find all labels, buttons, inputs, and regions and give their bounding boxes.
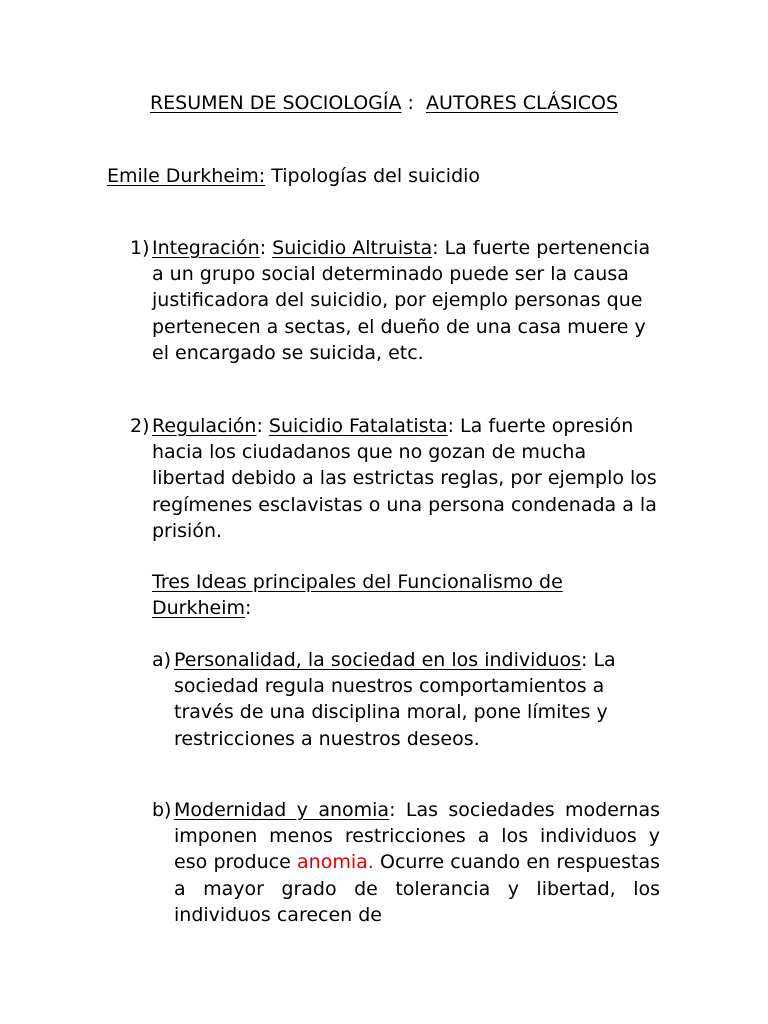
item-number: 2) xyxy=(130,415,150,437)
document-title xyxy=(0,92,768,114)
sub-item-text-before: : Las sociedades modernas imponen menos restricciones a los individuos y eso produce xyxy=(174,799,660,874)
sub-item-a xyxy=(152,647,660,752)
item-number: 1) xyxy=(130,237,150,259)
item-type: Suicidio Fatalatista xyxy=(268,415,448,437)
item-separator: : xyxy=(259,237,273,259)
ideas-colon: : xyxy=(245,597,252,620)
sub-item-title: Personalidad, la sociedad en los individuos xyxy=(174,649,582,671)
list-item-2 xyxy=(130,413,660,544)
sub-item-letter: a) xyxy=(152,649,172,671)
title-part-1: RESUMEN DE SOCIOLOGÍA xyxy=(149,92,402,114)
highlighted-term: anomia. xyxy=(297,851,374,874)
sub-item-letter: b) xyxy=(152,799,172,821)
item-separator: : xyxy=(256,415,269,437)
title-separator: : xyxy=(401,92,427,114)
item-category: Regulación xyxy=(152,415,257,437)
ideas-heading xyxy=(152,569,612,621)
section-heading xyxy=(107,165,480,187)
item-text: : La fuerte opresión hacia los ciudadanos que no gozan de mucha libertad debido a las estrictas reglas, por ejemplo los regímenes esclavistas o una persona condenada a la prisión. xyxy=(152,415,657,542)
sub-item-title: Modernidad y anomia xyxy=(174,799,390,821)
ideas-heading-text: Tres Ideas principales del Funcionalismo de Durkheim xyxy=(152,571,563,620)
sub-item-body xyxy=(152,647,660,752)
sub-item-text: : La sociedad regula nuestros comportamientos a través de una disciplina moral, pone límites y restricciones a nuestros deseos. xyxy=(174,649,616,750)
title-part-2: AUTORES CLÁSICOS xyxy=(426,92,619,114)
item-category: Integración xyxy=(152,237,260,259)
item-text: : La fuerte pertenencia a un grupo social determinado puede ser la causa justificadora del suicidio, por ejemplo personas que pertenecen a sectas, el dueño de una casa muere y el encargado se suicida, etc. xyxy=(152,237,651,364)
item-body xyxy=(130,413,660,544)
sub-item-body xyxy=(152,797,660,928)
author-name: Emile Durkheim: xyxy=(107,165,266,187)
list-item-1 xyxy=(130,235,660,366)
sub-item-text-after: Ocurre cuando en respuestas a mayor grado de tolerancia y libertad, los individuos carecen de xyxy=(174,851,661,926)
item-type: Suicidio Altruista xyxy=(272,237,433,259)
sub-item-b xyxy=(152,797,660,928)
section-topic: Tipologías del suicidio xyxy=(265,165,481,187)
item-body xyxy=(130,235,660,366)
